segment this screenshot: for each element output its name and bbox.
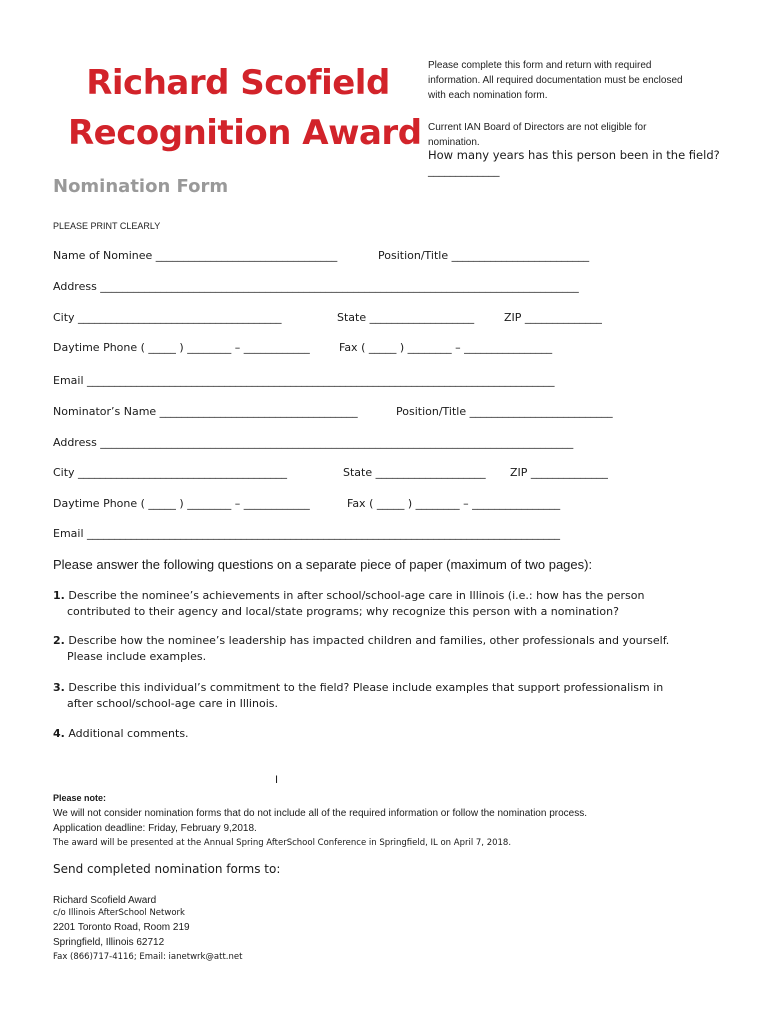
send-address-line-1: Richard Scofield Award (53, 895, 157, 906)
nominator-email-field[interactable]: Email ______________________________________________________________________________________ (53, 527, 561, 540)
question-text: Describe how the nominee’s leadership has impacted children and families, other professionals and yourself. (68, 634, 670, 647)
question-text: Describe the nominee’s achievements in after school/school-age care in Illinois (i.e.: how has the person (68, 589, 645, 602)
nominator-fax-field[interactable]: Fax ( _____ ) ________ – ________________ (347, 497, 561, 510)
award-title-line1: Richard Scofield (86, 63, 390, 103)
nominator-phone-field[interactable]: Daytime Phone ( _____ ) ________ – ____________ (53, 497, 310, 510)
nominator-position-field[interactable]: Position/Title __________________________ (396, 405, 613, 418)
form-subtitle: Nomination Form (53, 176, 229, 197)
nominator-state-field[interactable]: State ____________________ (343, 466, 486, 479)
question-2 (53, 633, 733, 665)
nominee-email-field[interactable]: Email _____________________________________________________________________________________ (53, 374, 555, 387)
question-number: 2. (53, 634, 65, 647)
question-text-cont: Please include examples. (67, 650, 207, 663)
instructions-text: Please complete this form and return with required information. All required documentation must be enclosed with each nomination form. (428, 60, 683, 101)
questions-intro: Please answer the following questions on a separate piece of paper (maximum of two pages): (53, 557, 593, 572)
notes-line-3: The award will be presented at the Annual Spring AfterSchool Conference in Springfield, IL on April 7, 2018. (53, 838, 512, 848)
question-text-cont: after school/school-age care in Illinois. (67, 697, 278, 710)
notes-heading: Please note: (53, 793, 107, 803)
award-title-line2: Recognition Award (68, 113, 422, 153)
question-number: 1. (53, 589, 65, 602)
nominee-zip-field[interactable]: ZIP ______________ (504, 311, 602, 324)
nominee-phone-field[interactable]: Daytime Phone ( _____ ) ________ – ____________ (53, 341, 310, 354)
nominee-fax-field[interactable]: Fax ( _____ ) ________ – ________________ (339, 341, 553, 354)
question-text: Additional comments. (68, 727, 189, 740)
nominee-city-field[interactable]: City _____________________________________ (53, 311, 282, 324)
years-question: How many years has this person been in the field? (428, 148, 720, 162)
question-text-cont: contributed to their agency and local/state programs; why recognize this person with a nomination? (67, 605, 619, 618)
question-4 (53, 726, 733, 742)
nominee-name-field[interactable]: Name of Nominee _________________________________ (53, 249, 338, 262)
notes-line-1: We will not consider nomination forms that do not include all of the required information or follow the nomination process. (53, 808, 587, 819)
notes-line-2: Application deadline: Friday, February 9,2018. (53, 823, 257, 834)
send-heading: Send completed nomination forms to: (53, 862, 281, 876)
nominee-address-field[interactable]: Address _______________________________________________________________________________________ (53, 280, 579, 293)
board-note: Current IAN Board of Directors are not eligible for nomination. (428, 122, 647, 148)
question-number: 4. (53, 727, 65, 740)
send-address-line-3: 2201 Toronto Road, Room 219 (53, 922, 190, 933)
send-contact-line: Fax (866)717-4116; Email: ianetwrk@att.net (53, 952, 243, 962)
nominee-state-field[interactable]: State ___________________ (337, 311, 475, 324)
send-address-line-4: Springfield, Illinois 62712 (53, 937, 165, 948)
question-3 (53, 680, 733, 712)
nominator-name-field[interactable]: Nominator’s Name ____________________________________ (53, 405, 358, 418)
text-cursor-mark: I (275, 774, 279, 786)
nominator-zip-field[interactable]: ZIP ______________ (510, 466, 608, 479)
question-number: 3. (53, 681, 65, 694)
question-1 (53, 588, 733, 620)
send-address-line-2: c/o Illinois AfterSchool Network (53, 908, 185, 918)
nominator-address-field[interactable]: Address ______________________________________________________________________________________ (53, 436, 574, 449)
print-clearly-label: PLEASE PRINT CLEARLY (53, 221, 161, 231)
years-field[interactable]: _____________ (428, 164, 500, 177)
question-text: Describe this individual’s commitment to the field? Please include examples that support professionalism in (68, 681, 664, 694)
nominee-position-field[interactable]: Position/Title _________________________ (378, 249, 590, 262)
nominator-city-field[interactable]: City ______________________________________ (53, 466, 288, 479)
